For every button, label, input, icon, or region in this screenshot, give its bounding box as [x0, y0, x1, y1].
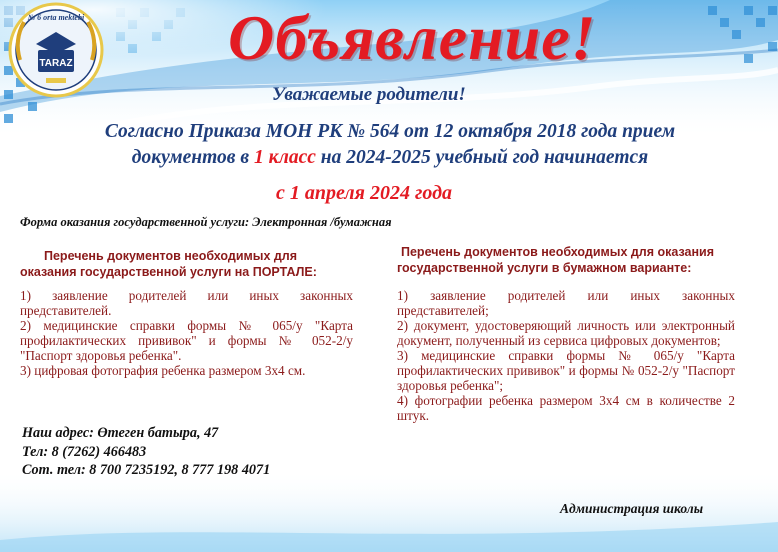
paper-documents-title: Перечень документов необходимых для оказания государственной услуги в бумажном варианте:: [397, 245, 715, 275]
list-item: 2) медицинские справки формы № 065/у "Карта профилактических прививок" и формы № 052-2/у "Паспорт здоровья ребенка".: [20, 318, 353, 363]
list-item: 2) документ, удостоверяющий личность или электронный документ, полученный из сервиса цифровых документов;: [397, 318, 735, 348]
phone-line: Тел: 8 (7262) 466483: [22, 443, 147, 460]
order-line-2: [10, 145, 770, 171]
portal-documents-list: [20, 288, 353, 378]
address-line: Наш адрес: Өтеген батыра, 47: [22, 425, 219, 441]
list-item: 4) фотографии ребенка размером 3х4 см в количестве 2 штук.: [397, 393, 735, 423]
order-statement: [10, 119, 770, 171]
signature: Администрация школы: [560, 501, 704, 516]
list-item: 3) цифровая фотография ребенка размером 3х4 см.: [20, 363, 306, 378]
greeting: Уважаемые родители!: [272, 84, 466, 105]
list-item: 3) медицинские справки формы № 065/у "Карта профилактических прививок" и формы № 052-2/у "Паспорт здоровья ребенка";: [397, 348, 735, 393]
order-line-1: Согласно Приказа МОН РК № 564 от 12 октября 2018 года прием: [104, 121, 676, 142]
start-date: с 1 апреля 2024 года: [276, 182, 452, 204]
order-line-2-pre: документов в: [131, 147, 254, 168]
contact-block: [22, 424, 270, 480]
service-form: Форма оказания государственной услуги: Электронная /бумажная: [20, 215, 392, 229]
portal-documents-column: [20, 248, 353, 378]
portal-documents-title: Перечень документов необходимых для оказания государственной услуги на ПОРТАЛЕ:: [20, 249, 317, 279]
school-logo: [2, 0, 114, 100]
mobile-line: Сот. тел: 8 700 7235192, 8 777 198 4071: [22, 462, 271, 478]
announcement-headline: Объявление!: [228, 2, 597, 73]
list-item: 1) заявление родителей или иных законных представителей;: [397, 288, 735, 318]
logo-center-text: TARAZ: [39, 58, 73, 69]
list-item: 1) заявление родителей или иных законных представителей.: [20, 288, 353, 318]
logo-top-text: № 6 orta mektebi: [27, 13, 85, 22]
paper-documents-column: [397, 244, 735, 423]
paper-documents-list: [397, 288, 735, 423]
grade-highlight: 1 класс: [253, 147, 316, 168]
order-line-2-post: на 2024-2025 учебный год начинается: [315, 147, 649, 168]
